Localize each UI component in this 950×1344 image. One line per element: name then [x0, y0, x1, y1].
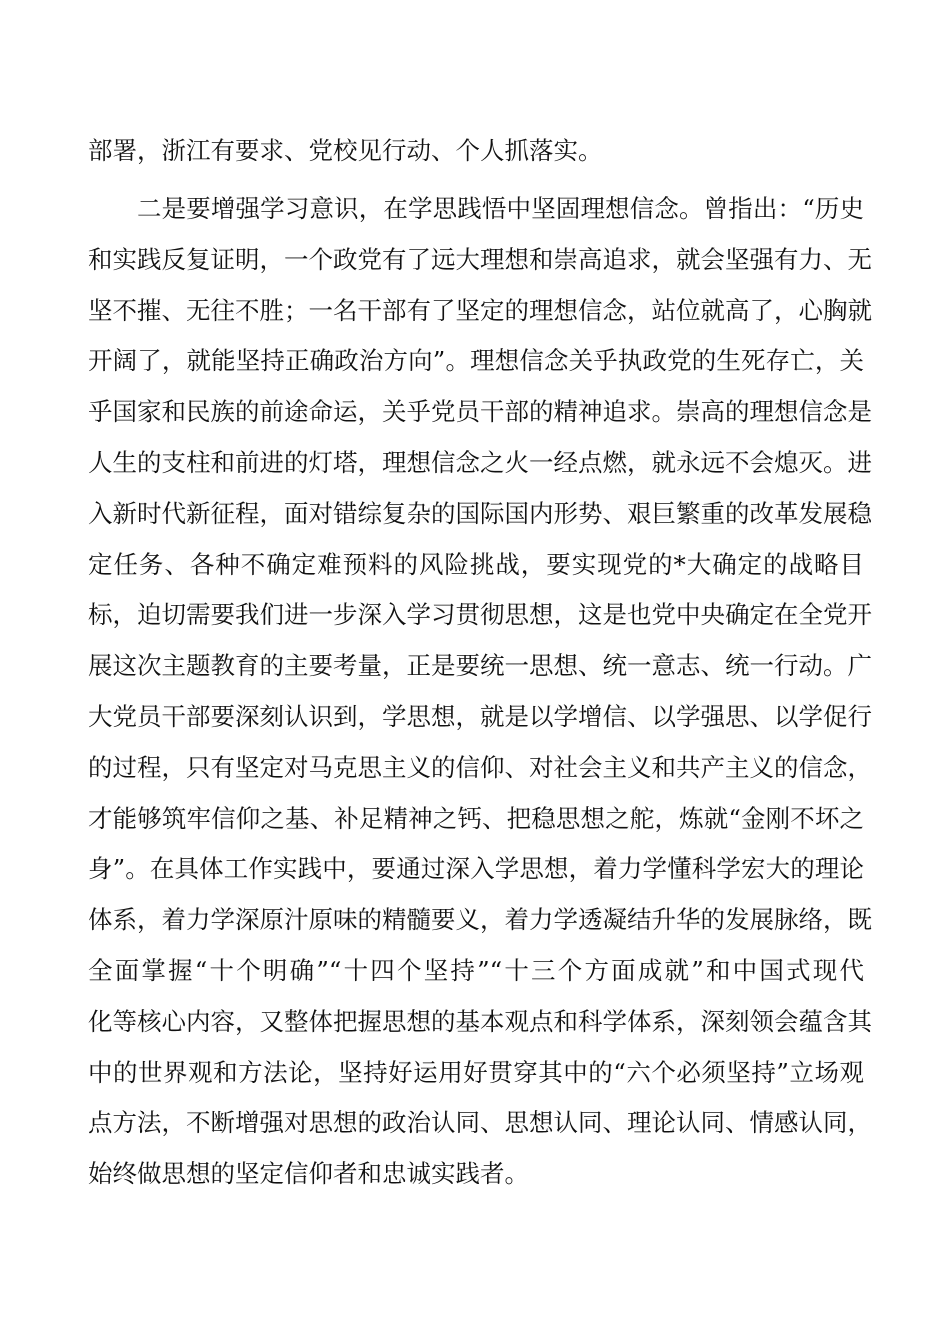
text-line: 人生的支柱和前进的灯塔，理想信念之火一经点燃，就永远不会熄灭。进: [88, 447, 872, 477]
text-line: 全面掌握“十个明确”“十四个坚持”“十三个方面成就”和中国式现代: [88, 955, 864, 985]
text-line: 的过程，只有坚定对马克思主义的信仰、对社会主义和共产主义的信念，: [88, 752, 872, 782]
text-line: 体系，着力学深原汁原味的精髓要义，着力学透凝结升华的发展脉络，既: [88, 905, 872, 935]
text-line: 始终做思想的坚定信仰者和忠诚实践者。: [88, 1159, 529, 1189]
text-line: 大党员干部要深刻认识到，学思想，就是以学增信、以学强思、以学促行: [88, 701, 872, 731]
text-line: 开阔了，就能坚持正确政治方向”。理想信念关乎执政党的生死存亡，关: [88, 346, 864, 376]
text-line: 才能够筑牢信仰之基、补足精神之钙、把稳思想之舵，炼就“金刚不坏之: [88, 803, 864, 833]
text-line: 入新时代新征程，面对错综复杂的国际国内形势、艰巨繁重的改革发展稳: [88, 498, 872, 528]
text-line: 中的世界观和方法论，坚持好运用好贯穿其中的“六个必须坚持”立场观: [88, 1057, 864, 1087]
text-line: 定任务、各种不确定难预料的风险挑战，要实现党的*大确定的战略目: [88, 549, 864, 579]
text-line: 乎国家和民族的前途命运，关乎党员干部的精神追求。崇高的理想信念是: [88, 397, 872, 427]
text-line: 点方法，不断增强对思想的政治认同、思想认同、理论认同、情感认同，: [88, 1108, 872, 1138]
text-line: 和实践反复证明，一个政党有了远大理想和崇高追求，就会坚强有力、无: [88, 244, 872, 274]
text-line: 展这次主题教育的主要考量，正是要统一思想、统一意志、统一行动。广: [88, 651, 872, 681]
paragraph-2: [88, 184, 872, 1200]
text-line: 部署，浙江有要求、党校见行动、个人抓落实。: [88, 136, 603, 165]
text-line: 化等核心内容，又整体把握思想的基本观点和科学体系，深刻领会蕴含其: [88, 1006, 872, 1036]
text-line: 身”。在具体工作实践中，要通过深入学思想，着力学懂科学宏大的理论: [88, 854, 864, 884]
text-line: 坚不摧、无往不胜；一名干部有了坚定的理想信念，站位就高了，心胸就: [88, 295, 872, 325]
text-line: 二是要增强学习意识，在学思践悟中坚固理想信念。曾指出：“历史: [137, 194, 864, 223]
text-line: 标，迫切需要我们进一步深入学习贯彻思想，这是也党中央确定在全党开: [88, 600, 872, 630]
paragraph-1: [88, 126, 864, 177]
